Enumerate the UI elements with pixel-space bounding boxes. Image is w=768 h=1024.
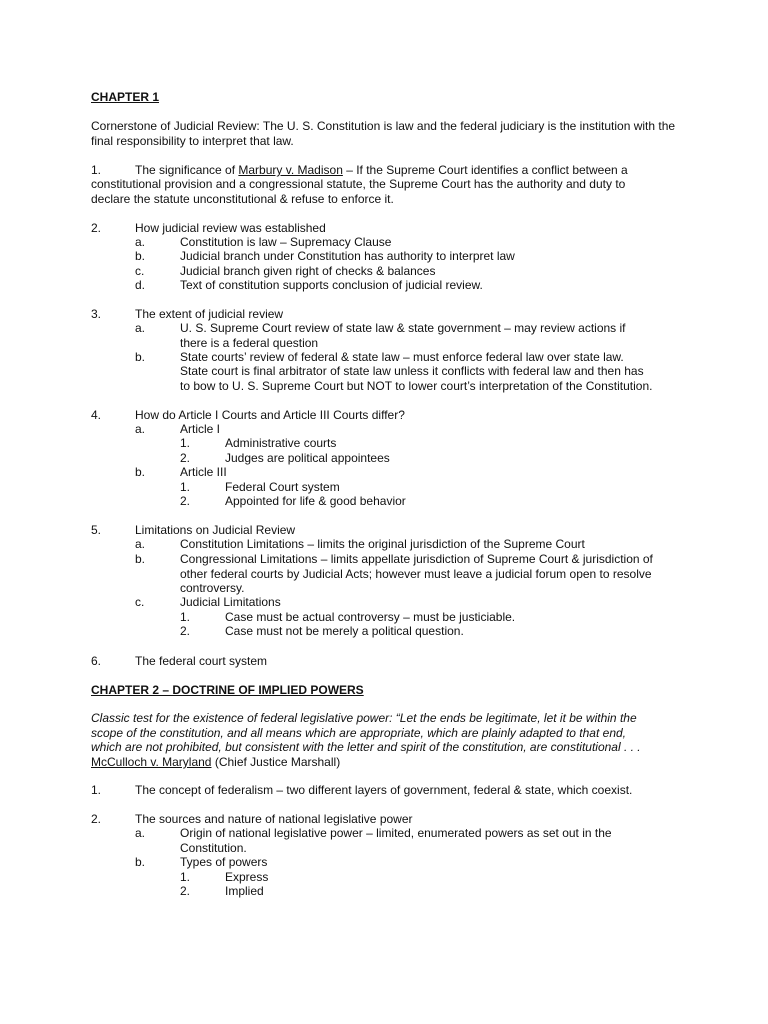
item-number: 2. xyxy=(91,812,102,826)
item-1-line-2: constitutional provision and a congressional statute, the Supreme Court has the authority and duty to xyxy=(91,177,626,191)
quote-line-2: scope of the constitution, and all means which are appropriate, which are plainly adapted to that end, xyxy=(91,726,627,740)
item-6-text: The federal court system xyxy=(135,654,268,668)
item-1-prefix: The significance of xyxy=(135,163,239,177)
item-number: 5. xyxy=(91,523,102,537)
mcculloch-case-name: McCulloch v. Maryland xyxy=(91,755,212,769)
quote-citation xyxy=(91,755,340,770)
sub-sub-text: Administrative courts xyxy=(225,436,337,450)
sub-letter: d. xyxy=(135,278,146,292)
sub-item-text: Congressional Limitations – limits appellate jurisdiction of Supreme Court & jurisdiction of xyxy=(180,552,653,566)
sub-item-text: State court is final arbitrator of state law unless it conflicts with federal law and then has xyxy=(180,364,644,378)
chapter-1-heading: CHAPTER 1 xyxy=(91,90,160,104)
sub-item-text: U. S. Supreme Court review of state law & state government – may review actions if xyxy=(180,321,626,335)
sub-sub-text: Appointed for life & good behavior xyxy=(225,494,406,508)
sub-item-text: Types of powers xyxy=(180,855,268,869)
sub-item-text: State courts’ review of federal & state law – must enforce federal law over state law. xyxy=(180,350,624,364)
item-1-line-1 xyxy=(135,163,628,178)
sub-item-text: Judicial branch given right of checks & balances xyxy=(180,264,436,278)
sub-sub-text: Judges are political appointees xyxy=(225,451,390,465)
sub-sub-number: 1. xyxy=(180,610,191,624)
sub-item-text: Origin of national legislative power – limited, enumerated powers as set out in the xyxy=(180,826,612,840)
item-number: 1. xyxy=(91,783,102,797)
attribution: (Chief Justice Marshall) xyxy=(211,755,341,769)
sub-sub-text: Case must not be merely a political question. xyxy=(225,624,464,638)
sub-item-text: Constitution. xyxy=(180,841,247,855)
sub-letter: c. xyxy=(135,595,145,609)
sub-item-text: to bow to U. S. Supreme Court but NOT to lower court’s interpretation of the Constitution. xyxy=(180,379,653,393)
sub-letter: a. xyxy=(135,422,146,436)
sub-item-text: controversy. xyxy=(180,581,245,595)
sub-letter: a. xyxy=(135,235,146,249)
sub-item-text: Article I xyxy=(180,422,221,436)
sub-letter: b. xyxy=(135,855,146,869)
item-4-text: How do Article I Courts and Article III Courts differ? xyxy=(135,408,405,422)
sub-item-text: Constitution is law – Supremacy Clause xyxy=(180,235,392,249)
sub-sub-text: Case must be actual controversy – must be justiciable. xyxy=(225,610,516,624)
sub-letter: c. xyxy=(135,264,145,278)
sub-letter: a. xyxy=(135,537,146,551)
ch2-item-1-text: The concept of federalism – two different layers of government, federal & state, which coexist. xyxy=(135,783,633,797)
item-number: 1. xyxy=(91,163,102,177)
sub-item-text: Judicial branch under Constitution has authority to interpret law xyxy=(180,249,515,263)
quote-line-1: Classic test for the existence of federal legislative power: “Let the ends be legitimate, let it be within the xyxy=(91,711,637,725)
chapter-1-intro: Cornerstone of Judicial Review: The U. S. Constitution is law and the federal judiciary is the institution with the final responsibility to interpret that law. xyxy=(91,119,676,148)
sub-letter: b. xyxy=(135,552,146,566)
sub-item-text: Article III xyxy=(180,465,227,479)
item-number: 3. xyxy=(91,307,102,321)
item-number: 6. xyxy=(91,654,102,668)
item-1-rest: – If the Supreme Court identifies a conflict between a xyxy=(342,163,628,177)
sub-letter: b. xyxy=(135,249,146,263)
sub-item-text: other federal courts by Judicial Acts; however must leave a judicial forum open to resolve xyxy=(180,567,652,581)
sub-letter: b. xyxy=(135,350,146,364)
sub-letter: a. xyxy=(135,826,146,840)
sub-sub-number: 1. xyxy=(180,870,191,884)
marbury-case-name: Marbury v. Madison xyxy=(238,163,343,177)
sub-letter: b. xyxy=(135,465,146,479)
sub-sub-text: Implied xyxy=(225,884,264,898)
sub-sub-number: 2. xyxy=(180,884,191,898)
item-3-text: The extent of judicial review xyxy=(135,307,284,321)
ch2-item-2-text: The sources and nature of national legislative power xyxy=(135,812,413,826)
sub-sub-number: 1. xyxy=(180,436,191,450)
sub-sub-number: 2. xyxy=(180,624,191,638)
chapter-2-heading: CHAPTER 2 – DOCTRINE OF IMPLIED POWERS xyxy=(91,683,364,697)
item-1-line-3: declare the statute unconstitutional & refuse to enforce it. xyxy=(91,192,394,206)
item-number: 4. xyxy=(91,408,102,422)
sub-sub-text: Express xyxy=(225,870,269,884)
quote-line-3: which are not prohibited, but consistent with the letter and spirit of the constitution, are constitutional . . . xyxy=(91,740,641,754)
item-2-text: How judicial review was established xyxy=(135,221,326,235)
sub-sub-text: Federal Court system xyxy=(225,480,340,494)
sub-item-text: Judicial Limitations xyxy=(180,595,281,609)
sub-item-text: Constitution Limitations – limits the original jurisdiction of the Supreme Court xyxy=(180,537,585,551)
sub-sub-number: 1. xyxy=(180,480,191,494)
sub-sub-number: 2. xyxy=(180,494,191,508)
item-5-text: Limitations on Judicial Review xyxy=(135,523,296,537)
sub-letter: a. xyxy=(135,321,146,335)
sub-item-text: Text of constitution supports conclusion of judicial review. xyxy=(180,278,483,292)
sub-sub-number: 2. xyxy=(180,451,191,465)
item-number: 2. xyxy=(91,221,102,235)
sub-item-text: there is a federal question xyxy=(180,336,319,350)
